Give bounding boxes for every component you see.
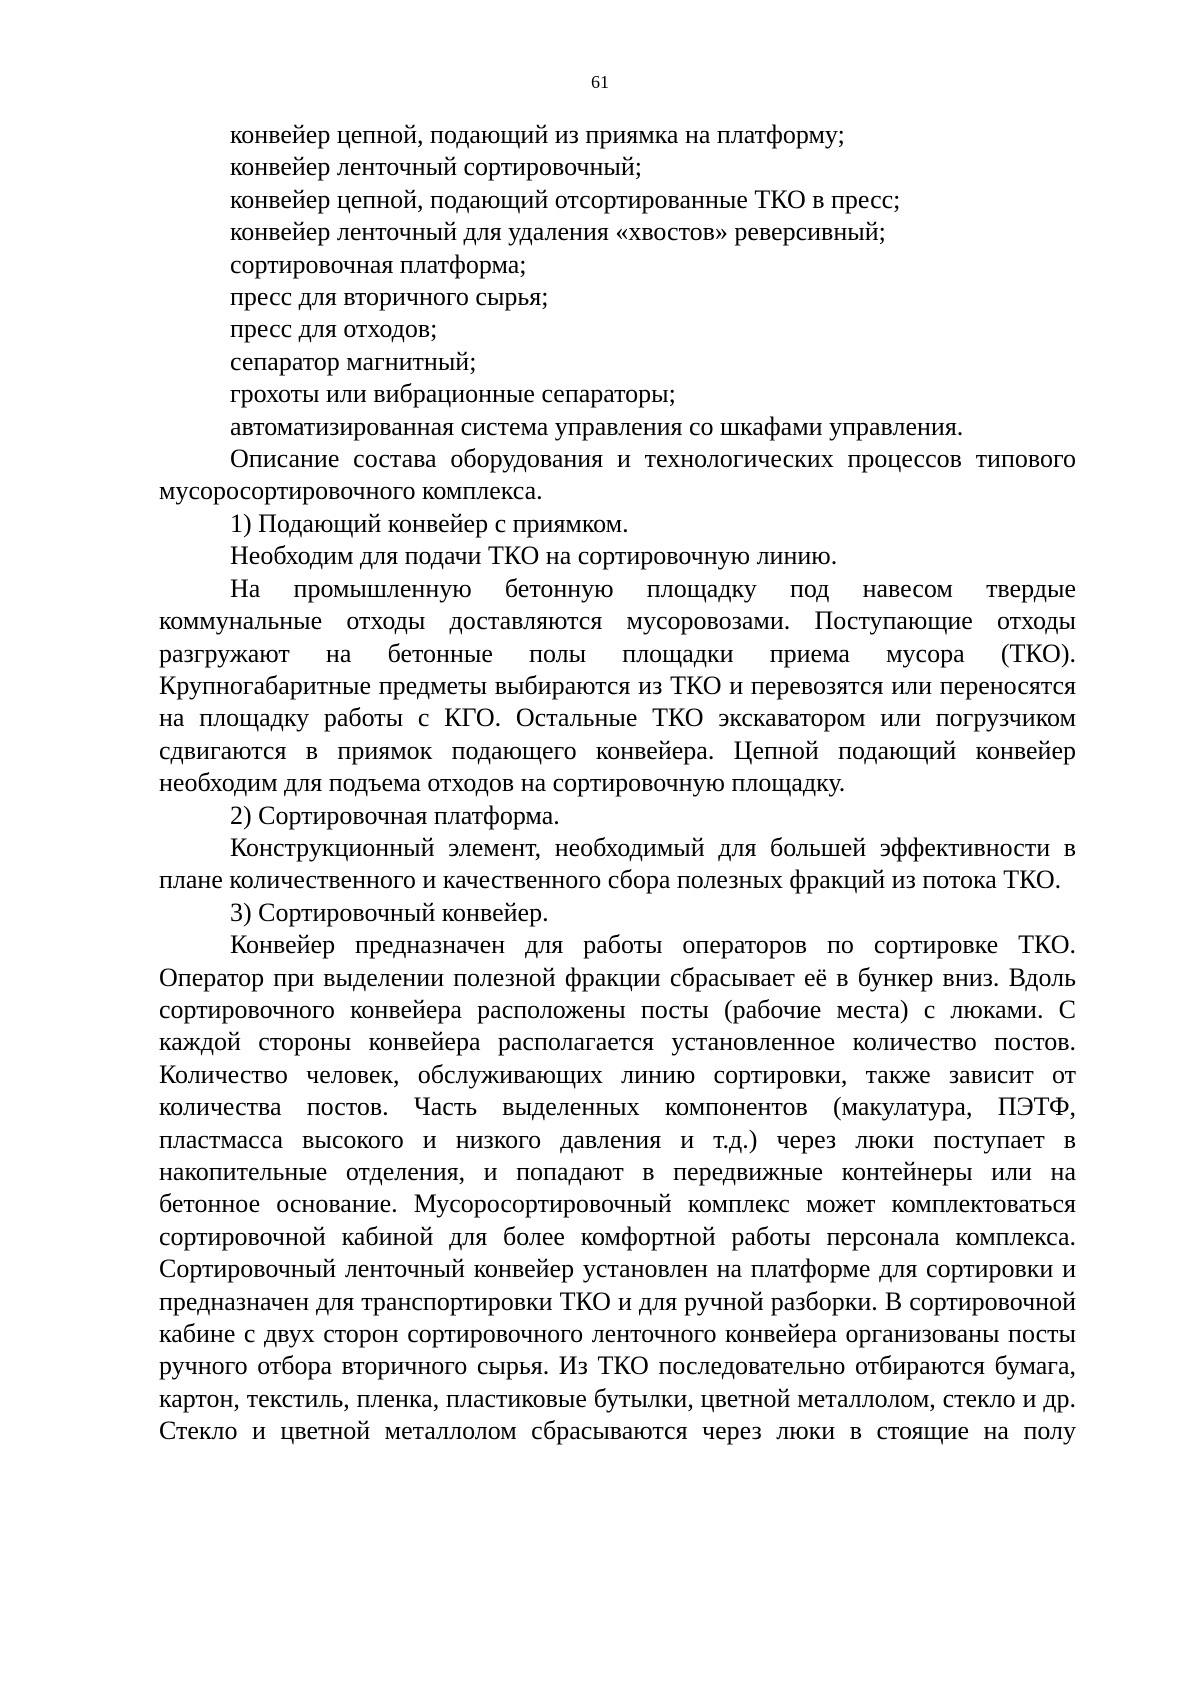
equipment-list-item: пресс для вторичного сырья; — [230, 282, 549, 312]
section-3-heading: 3) Сортировочный конвейер. — [230, 897, 549, 927]
section-2-heading: 2) Сортировочная платформа. — [230, 800, 560, 830]
section-2-text: Конструкционный элемент, необходимый для большей эффективности в плане количественного и качественного сбора полезных фракций из потока ТКО. — [159, 832, 1076, 895]
document-body — [159, 119, 1076, 1448]
equipment-list-item: конвейер ленточный для удаления «хвостов» реверсивный; — [230, 217, 886, 247]
section-1-heading: 1) Подающий конвейер с приямком. — [230, 508, 629, 538]
equipment-list-item: конвейер цепной, подающий отсортированные ТКО в пресс; — [230, 184, 901, 214]
equipment-list-item: грохоты или вибрационные сепараторы; — [230, 379, 676, 409]
equipment-list-item: пресс для отходов; — [230, 314, 438, 344]
equipment-list-item: конвейер цепной, подающий из приямка на платформу; — [230, 120, 845, 149]
section-1-purpose: Необходим для подачи ТКО на сортировочную линию. — [230, 541, 838, 571]
section-1-text: На промышленную бетонную площадку под навесом твердые коммунальные отходы доставляются мусоровозами. Поступающие отходы разгружают на бетонные полы площадки приема мусора (ТКО). Крупногабаритные предметы выбираются из ТКО и перевозятся или переносятся на площадку работы с КГО. Остальные ТКО экскаватором или погрузчиком сдвигаются в приямок подающего конвейера. Цепной подающий конвейер необходим для подъема отходов на сортировочную площадку. — [159, 573, 1076, 798]
section-3-text: Конвейер предназначен для работы операторов по сортировке ТКО. Оператор при выделении полезной фракции сбрасывает её в бункер вниз. Вдоль сортировочного конвейера расположены посты (рабочие места) с люками. С каждой стороны конвейера располагается установленное количество постов. Количество человек, обслуживающих линию сортировки, также зависит от количества постов. Часть выделенных компонентов (макулатура, ПЭТФ, пластмасса высокого и низкого давления и т.д.) через люки поступает в накопительные отделения, и попадают в передвижные контейнеры или на бетонное основание. Мусоросортировочный комплекс может комплектоваться сортировочной кабиной для более комфортной работы персонала комплекса. Сортировочный ленточный конвейер установлен на платформе для сортировки и предназначен для транспортировки ТКО и для ручной разборки. В сортировочной кабине с двух сторон сортировочного ленточного конвейера организованы посты ручного отбора вторичного сырья. Из ТКО последовательно отбираются бумага, картон, текстиль, пленка, пластиковые бутылки, цветной металлолом, стекло и др. Стекло и цветной металлолом сбрасываются через люки в стоящие на полу — [159, 930, 1076, 1446]
intro-paragraph: Описание состава оборудования и технологических процессов типового мусоросортировочного комплекса. — [159, 444, 1076, 506]
equipment-list-item: сортировочная платформа; — [230, 249, 527, 279]
page-number: 61 — [591, 72, 609, 92]
equipment-list-item: автоматизированная система управления со шкафами управления. — [230, 411, 964, 441]
equipment-list-item: конвейер ленточный сортировочный; — [230, 152, 642, 182]
equipment-list-item: сепаратор магнитный; — [230, 346, 477, 376]
